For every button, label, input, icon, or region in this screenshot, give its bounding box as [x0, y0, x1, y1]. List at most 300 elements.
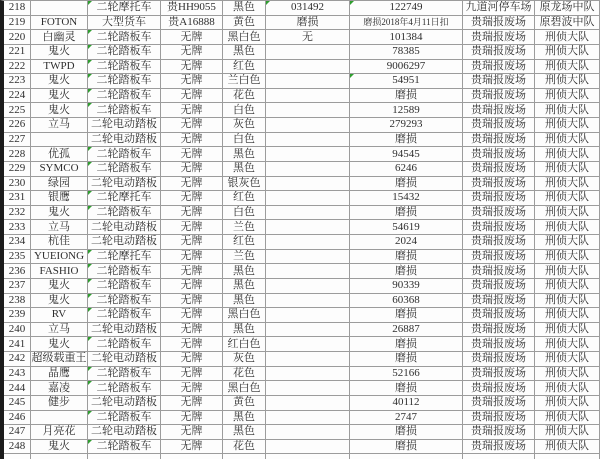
cell-value: 247 — [8, 425, 26, 438]
cell-engine-number — [266, 411, 350, 426]
cell-responsible-unit — [535, 381, 600, 396]
cell-value: 刑侦大队 — [545, 59, 589, 72]
cell-row-number — [4, 250, 31, 265]
cell-engine-number — [266, 206, 350, 221]
cell-vehicle-color — [223, 162, 266, 177]
cell-vehicle-brand — [31, 206, 88, 221]
cell-error-marker-icon — [88, 381, 92, 385]
cell-value: 101384 — [389, 30, 423, 43]
cell-value: 二轮踏板车 — [96, 308, 152, 321]
cell-value: 红色 — [233, 191, 255, 204]
cell-vehicle-brand — [31, 381, 88, 396]
cell-frame-number — [350, 74, 463, 89]
cell-value: 二轮踏板车 — [96, 206, 152, 219]
cell-storage-location — [463, 396, 535, 411]
cell-value: 白色 — [233, 132, 255, 145]
cell-value: 刑侦大队 — [545, 74, 589, 87]
cell-value: 236 — [8, 264, 26, 277]
cell-value: 无牌 — [180, 410, 203, 423]
cell-empty — [463, 454, 535, 459]
cell-storage-location — [463, 147, 535, 162]
cell-value: 无牌 — [180, 279, 203, 292]
cell-value: 鬼火 — [48, 337, 70, 350]
cell-engine-number — [266, 147, 350, 162]
cell-value: 磨损 — [395, 425, 417, 438]
cell-plate-number — [161, 264, 223, 279]
cell-plate-number — [161, 177, 223, 192]
cell-vehicle-type — [88, 60, 161, 75]
cell-plate-number — [161, 103, 223, 118]
cell-value: 晶鹰 — [48, 366, 70, 379]
cell-value: 无牌 — [180, 308, 203, 321]
cell-value: 231 — [8, 191, 26, 204]
cell-storage-location — [463, 411, 535, 426]
cell-value: 221 — [8, 45, 26, 58]
cell-storage-location — [463, 206, 535, 221]
cell-value: 刑侦大队 — [545, 293, 589, 306]
table-row — [4, 264, 600, 279]
cell-vehicle-brand — [31, 235, 88, 250]
cell-frame-number — [350, 133, 463, 148]
cell-value: 刑侦大队 — [545, 235, 589, 248]
cell-value: 贵瑞报废场 — [471, 293, 526, 306]
cell-error-marker-icon — [88, 206, 92, 210]
cell-value: 鬼火 — [48, 89, 70, 102]
cell-value: 二轮踏板车 — [96, 103, 152, 116]
cell-plate-number — [161, 30, 223, 45]
cell-value: 无牌 — [180, 220, 203, 233]
cell-value: 122749 — [389, 1, 423, 14]
cell-value: 224 — [8, 89, 26, 102]
cell-value: 二轮摩托车 — [96, 191, 152, 204]
cell-frame-number — [350, 381, 463, 396]
cell-error-marker-icon — [88, 367, 92, 371]
cell-responsible-unit — [535, 323, 600, 338]
cell-value: 无牌 — [180, 132, 203, 145]
cell-frame-number — [350, 440, 463, 455]
cell-engine-number — [266, 118, 350, 133]
cell-empty — [4, 454, 31, 459]
cell-responsible-unit — [535, 425, 600, 440]
cell-frame-number — [350, 177, 463, 192]
cell-empty — [350, 454, 463, 459]
table-row — [4, 30, 600, 45]
cell-vehicle-type — [88, 250, 161, 265]
cell-value: 花色 — [233, 366, 255, 379]
cell-responsible-unit — [535, 220, 600, 235]
cell-vehicle-brand — [31, 250, 88, 265]
table-row — [4, 440, 600, 455]
cell-responsible-unit — [535, 396, 600, 411]
table-row — [4, 1, 600, 16]
cell-vehicle-brand — [31, 367, 88, 382]
cell-value: 2747 — [395, 410, 417, 423]
cell-vehicle-color — [223, 381, 266, 396]
cell-value: 黑色 — [233, 264, 255, 277]
cell-plate-number — [161, 337, 223, 352]
cell-error-marker-icon — [88, 45, 92, 49]
cell-responsible-unit — [535, 16, 600, 31]
cell-value: 233 — [8, 220, 26, 233]
cell-plate-number — [161, 367, 223, 382]
cell-vehicle-brand — [31, 425, 88, 440]
cell-responsible-unit — [535, 30, 600, 45]
cell-vehicle-type — [88, 1, 161, 16]
cell-frame-number — [350, 367, 463, 382]
cell-responsible-unit — [535, 60, 600, 75]
cell-frame-number — [350, 206, 463, 221]
cell-engine-number — [266, 220, 350, 235]
table-row — [4, 74, 600, 89]
cell-value: 刑侦大队 — [545, 45, 589, 58]
cell-value: 贵瑞报废场 — [471, 366, 526, 379]
cell-value: 贵瑞报废场 — [471, 264, 526, 277]
cell-value: 刑侦大队 — [545, 366, 589, 379]
cell-plate-number — [161, 235, 223, 250]
cell-value: 鬼火 — [48, 74, 70, 87]
cell-value: 无牌 — [180, 396, 203, 409]
cell-engine-number — [266, 323, 350, 338]
cell-value: 031492 — [291, 1, 324, 14]
cell-value: 嘉凌 — [48, 381, 70, 394]
cell-value: 贵瑞报废场 — [471, 235, 526, 248]
cell-vehicle-color — [223, 118, 266, 133]
cell-error-marker-icon — [88, 162, 92, 166]
cell-error-marker-icon — [350, 74, 354, 78]
cell-vehicle-type — [88, 147, 161, 162]
cell-value: 立马 — [48, 118, 70, 131]
cell-plate-number — [161, 411, 223, 426]
cell-value: 245 — [8, 396, 26, 409]
cell-value: 无牌 — [180, 440, 203, 453]
cell-value: 黄色 — [233, 396, 255, 409]
cell-value: 244 — [8, 381, 26, 394]
cell-vehicle-brand — [31, 279, 88, 294]
cell-value: 246 — [8, 410, 26, 423]
cell-engine-number — [266, 250, 350, 265]
cell-row-number — [4, 220, 31, 235]
cell-frame-number — [350, 396, 463, 411]
cell-value: 241 — [8, 337, 26, 350]
cell-vehicle-type — [88, 308, 161, 323]
cell-value: 磨损 — [395, 249, 417, 262]
table-row — [4, 206, 600, 221]
cell-vehicle-color — [223, 337, 266, 352]
cell-error-marker-icon — [350, 1, 354, 5]
cell-value: 279293 — [389, 118, 423, 131]
cell-value: 刑侦大队 — [545, 264, 589, 277]
cell-vehicle-type — [88, 235, 161, 250]
cell-value: 刑侦大队 — [545, 323, 589, 336]
cell-vehicle-color — [223, 323, 266, 338]
cell-plate-number — [161, 396, 223, 411]
cell-value: 银灰色 — [227, 176, 261, 189]
cell-frame-number — [350, 279, 463, 294]
cell-row-number — [4, 396, 31, 411]
cell-value: 无牌 — [180, 264, 203, 277]
cell-storage-location — [463, 89, 535, 104]
table-row — [4, 308, 600, 323]
cell-value: 无牌 — [180, 176, 203, 189]
cell-value: 26887 — [392, 323, 420, 336]
cell-value: 刑侦大队 — [545, 337, 589, 350]
cell-storage-location — [463, 235, 535, 250]
cell-responsible-unit — [535, 191, 600, 206]
cell-vehicle-brand — [31, 133, 88, 148]
cell-value: 无牌 — [180, 74, 203, 87]
cell-value: 刑侦大队 — [545, 206, 589, 219]
cell-storage-location — [463, 133, 535, 148]
cell-value: 贵瑞报废场 — [471, 323, 526, 336]
cell-responsible-unit — [535, 45, 600, 60]
cell-value: 二轮电动踏板 — [91, 425, 157, 438]
cell-vehicle-color — [223, 177, 266, 192]
cell-value: 贵瑞报废场 — [471, 103, 526, 116]
cell-row-number — [4, 60, 31, 75]
cell-row-number — [4, 440, 31, 455]
cell-vehicle-brand — [31, 352, 88, 367]
cell-storage-location — [463, 440, 535, 455]
cell-error-marker-icon — [88, 440, 92, 444]
cell-value: 黑色 — [233, 425, 255, 438]
cell-value: 223 — [8, 74, 26, 87]
table-row — [4, 16, 600, 31]
cell-frame-number — [350, 337, 463, 352]
cell-vehicle-brand — [31, 1, 88, 16]
cell-frame-number — [350, 411, 463, 426]
cell-storage-location — [463, 30, 535, 45]
cell-vehicle-type — [88, 89, 161, 104]
cell-value: 237 — [8, 279, 26, 292]
cell-value: 无牌 — [180, 235, 203, 248]
cell-value: 90339 — [392, 279, 420, 292]
cell-value: 刑侦大队 — [545, 308, 589, 321]
cell-vehicle-color — [223, 440, 266, 455]
cell-value: 健步 — [48, 396, 70, 409]
cell-value: 贵瑞报废场 — [471, 352, 526, 365]
cell-value: 鬼火 — [48, 293, 70, 306]
cell-responsible-unit — [535, 133, 600, 148]
cell-vehicle-color — [223, 89, 266, 104]
cell-value: 218 — [8, 1, 26, 14]
cell-plate-number — [161, 352, 223, 367]
cell-vehicle-type — [88, 367, 161, 382]
cell-row-number — [4, 308, 31, 323]
cell-frame-number — [350, 89, 463, 104]
cell-value: 黑白色 — [227, 308, 261, 321]
cell-responsible-unit — [535, 103, 600, 118]
cell-frame-number — [350, 118, 463, 133]
cell-value: 贵A16888 — [168, 15, 215, 28]
cell-value: 二轮踏板车 — [96, 30, 152, 43]
cell-value: 贵瑞报废场 — [471, 381, 526, 394]
cell-responsible-unit — [535, 250, 600, 265]
table-row — [4, 60, 600, 75]
cell-vehicle-color — [223, 279, 266, 294]
cell-value: 二轮踏板车 — [96, 337, 152, 350]
cell-empty — [31, 454, 88, 459]
cell-value: 磨损 — [395, 176, 417, 189]
cell-value: 白色 — [233, 206, 255, 219]
cell-engine-number — [266, 440, 350, 455]
cell-storage-location — [463, 425, 535, 440]
table-row — [4, 89, 600, 104]
cell-value: 花色 — [233, 440, 255, 453]
cell-value: 刑侦大队 — [545, 162, 589, 175]
cell-value: 贵瑞报废场 — [471, 191, 526, 204]
cell-value: 黑白色 — [227, 30, 261, 43]
cell-vehicle-color — [223, 103, 266, 118]
cell-vehicle-brand — [31, 30, 88, 45]
cell-frame-number — [350, 220, 463, 235]
cell-vehicle-brand — [31, 147, 88, 162]
cell-row-number — [4, 45, 31, 60]
cell-responsible-unit — [535, 411, 600, 426]
table-row — [4, 337, 600, 352]
cell-vehicle-brand — [31, 323, 88, 338]
cell-plate-number — [161, 206, 223, 221]
cell-error-marker-icon — [88, 191, 92, 195]
cell-storage-location — [463, 74, 535, 89]
cell-value: 白幽灵 — [42, 30, 76, 43]
cell-value: 兰白色 — [227, 74, 261, 87]
table-row — [4, 133, 600, 148]
cell-row-number — [4, 425, 31, 440]
cell-empty — [266, 454, 350, 459]
cell-value: 黑色 — [233, 293, 255, 306]
cell-value: 兰色 — [233, 249, 255, 262]
cell-frame-number — [350, 235, 463, 250]
cell-responsible-unit — [535, 118, 600, 133]
cell-value: 52166 — [392, 366, 420, 379]
cell-value: 二轮电动踏板 — [91, 220, 157, 233]
cell-engine-number — [266, 45, 350, 60]
cell-value: 贵瑞报废场 — [471, 308, 526, 321]
cell-vehicle-brand — [31, 118, 88, 133]
cell-vehicle-color — [223, 352, 266, 367]
cell-value: 贵瑞报废场 — [471, 249, 526, 262]
cell-engine-number — [266, 162, 350, 177]
cell-value: 无牌 — [180, 118, 203, 131]
cell-value: 黑色 — [233, 1, 255, 14]
cell-value: 无牌 — [180, 293, 203, 306]
cell-vehicle-type — [88, 30, 161, 45]
cell-value: 刑侦大队 — [545, 220, 589, 233]
cell-responsible-unit — [535, 162, 600, 177]
table-row — [4, 294, 600, 309]
cell-value: 杭佳 — [48, 235, 70, 248]
cell-responsible-unit — [535, 294, 600, 309]
cell-value: 无牌 — [180, 103, 203, 116]
cell-value: 磨损2018年4月11日扣 — [363, 16, 449, 27]
cell-value: 二轮踏板车 — [96, 89, 152, 102]
cell-vehicle-color — [223, 411, 266, 426]
table-row — [4, 220, 600, 235]
cell-value: 二轮电动踏板 — [91, 352, 157, 365]
cell-value: 红色 — [233, 235, 255, 248]
cell-frame-number — [350, 103, 463, 118]
cell-vehicle-type — [88, 411, 161, 426]
cell-value: 磨损 — [395, 337, 417, 350]
cell-vehicle-brand — [31, 162, 88, 177]
table-row — [4, 323, 600, 338]
cell-frame-number — [350, 308, 463, 323]
cell-plate-number — [161, 381, 223, 396]
table-row-partial — [4, 454, 600, 459]
cell-value: 无牌 — [180, 425, 203, 438]
cell-value: 磨损 — [395, 206, 417, 219]
cell-value: 226 — [8, 118, 26, 131]
cell-value: 灰色 — [233, 352, 255, 365]
cell-storage-location — [463, 381, 535, 396]
cell-value: 40112 — [392, 396, 420, 409]
cell-vehicle-color — [223, 250, 266, 265]
cell-value: 刑侦大队 — [545, 191, 589, 204]
cell-engine-number — [266, 89, 350, 104]
cell-vehicle-color — [223, 367, 266, 382]
table-row — [4, 396, 600, 411]
cell-storage-location — [463, 294, 535, 309]
cell-value: 227 — [8, 132, 26, 145]
cell-plate-number — [161, 74, 223, 89]
cell-value: 鬼火 — [48, 279, 70, 292]
cell-value: 刑侦大队 — [545, 176, 589, 189]
cell-vehicle-color — [223, 425, 266, 440]
cell-responsible-unit — [535, 308, 600, 323]
cell-value: 二轮踏板车 — [96, 381, 152, 394]
cell-value: 二轮踏板车 — [96, 74, 152, 87]
cell-frame-number — [350, 162, 463, 177]
cell-value: 月亮花 — [42, 425, 76, 438]
cell-plate-number — [161, 279, 223, 294]
cell-value: 无牌 — [180, 162, 203, 175]
cell-value: 235 — [8, 249, 26, 262]
cell-value: 12589 — [392, 103, 420, 116]
cell-value: 红色 — [233, 59, 255, 72]
cell-error-marker-icon — [88, 294, 92, 298]
cell-value: 二轮电动踏板 — [91, 396, 157, 409]
cell-value: 二轮踏板车 — [96, 279, 152, 292]
cell-value: 无牌 — [180, 323, 203, 336]
cell-value: 贵瑞报废场 — [471, 59, 526, 72]
cell-engine-number — [266, 235, 350, 250]
cell-frame-number — [350, 60, 463, 75]
cell-value: 无牌 — [180, 147, 203, 160]
cell-vehicle-brand — [31, 103, 88, 118]
cell-vehicle-color — [223, 45, 266, 60]
cell-value: 贵瑞报废场 — [471, 15, 526, 28]
cell-value: 248 — [8, 440, 26, 453]
cell-vehicle-color — [223, 191, 266, 206]
cell-storage-location — [463, 45, 535, 60]
cell-frame-number — [350, 16, 463, 31]
cell-storage-location — [463, 279, 535, 294]
table-row — [4, 191, 600, 206]
cell-engine-number — [266, 16, 350, 31]
cell-value: 磨损 — [296, 15, 319, 28]
cell-row-number — [4, 411, 31, 426]
cell-error-marker-icon — [88, 74, 92, 78]
cell-engine-number — [266, 60, 350, 75]
cell-row-number — [4, 352, 31, 367]
cell-responsible-unit — [535, 337, 600, 352]
table-row — [4, 352, 600, 367]
cell-storage-location — [463, 250, 535, 265]
cell-engine-number — [266, 191, 350, 206]
cell-value: 贵瑞报废场 — [471, 176, 526, 189]
cell-value: 磨损 — [395, 440, 417, 453]
table-row — [4, 147, 600, 162]
